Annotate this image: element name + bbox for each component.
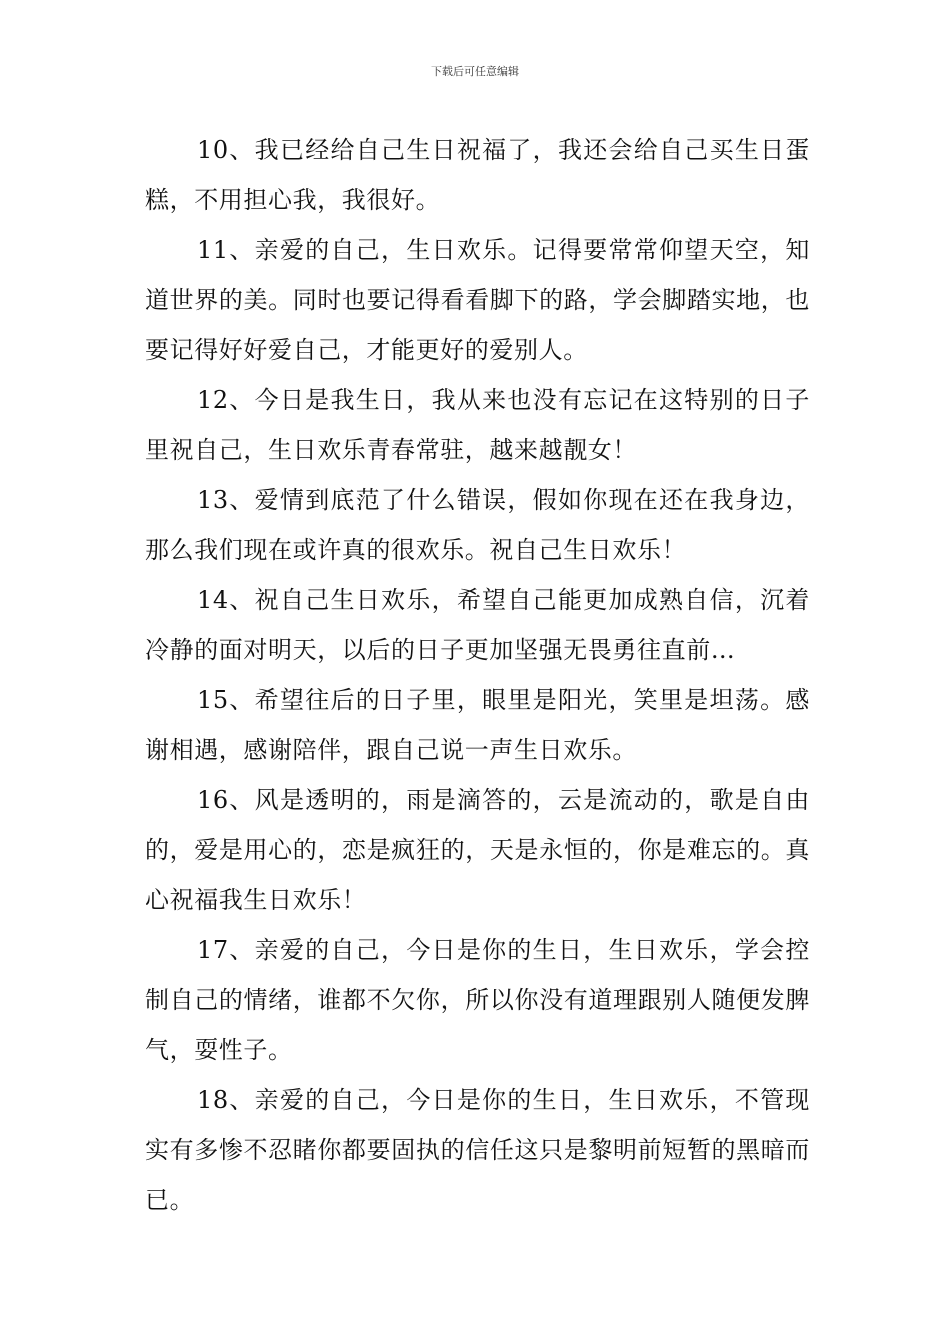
paragraph-11: 11、亲爱的自己，生日欢乐。记得要常常仰望天空，知道世界的美。同时也要记得看看脚下的路，学会脚踏实地，也要记得好好爱自己，才能更好的爱别人。: [145, 236, 810, 364]
paragraph-10: 10、我已经给自己生日祝福了，我还会给自己买生日蛋糕，不用担心我，我很好。: [145, 136, 810, 214]
page-header: 下载后可任意编辑: [431, 65, 519, 78]
paragraph-16: 16、风是透明的，雨是滴答的，云是流动的，歌是自由的，爱是用心的，恋是疯狂的，天是永恒的，你是难忘的。真心祝福我生日欢乐！: [145, 786, 810, 914]
paragraph-13: 13、爱情到底范了什么错误，假如你现在还在我身边，那么我们现在或许真的很欢乐。祝自己生日欢乐！: [145, 486, 810, 564]
paragraph-17: 17、亲爱的自己，今日是你的生日，生日欢乐，学会控制自己的情绪，谁都不欠你，所以你没有道理跟别人随便发脾气，耍性子。: [145, 936, 810, 1064]
paragraph-14: 14、祝自己生日欢乐，希望自己能更加成熟自信，沉着冷静的面对明天，以后的日子更加坚强无畏勇往直前…: [145, 586, 810, 664]
paragraph-15: 15、希望往后的日子里，眼里是阳光，笑里是坦荡。感谢相遇，感谢陪伴，跟自己说一声生日欢乐。: [145, 686, 810, 764]
paragraph-18: 18、亲爱的自己，今日是你的生日，生日欢乐，不管现实有多惨不忍睹你都要固执的信任这只是黎明前短暂的黑暗而已。: [145, 1086, 810, 1214]
paragraph-12: 12、今日是我生日，我从来也没有忘记在这特别的日子里祝自己，生日欢乐青春常驻，越来越靓女！: [145, 386, 810, 464]
document-body: [145, 125, 810, 1225]
